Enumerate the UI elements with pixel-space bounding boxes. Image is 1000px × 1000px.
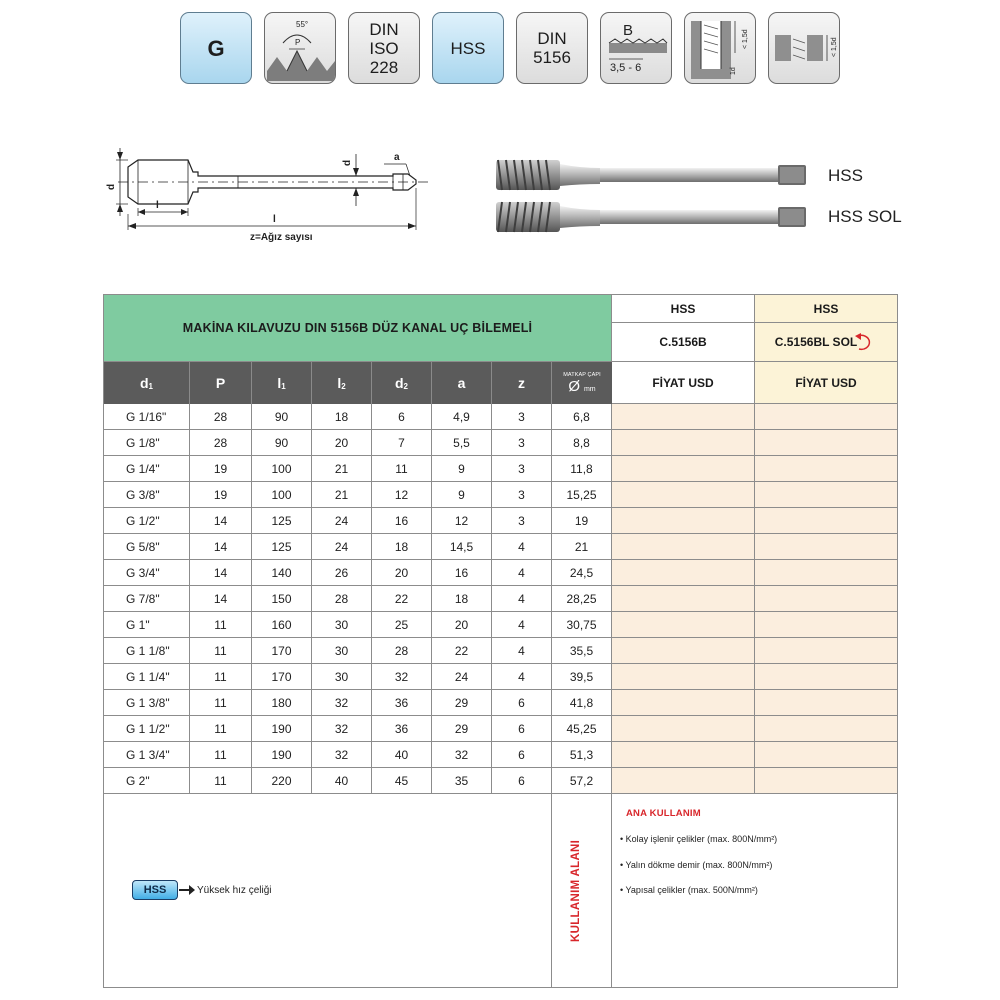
cell-pitch: 11 [190,716,252,741]
table-row [104,768,897,794]
table-row [104,612,897,638]
cell-l2: 32 [312,690,372,715]
cell-a: 4,9 [432,404,492,429]
cell-drill: 35,5 [552,638,612,663]
cell-pitch: 14 [190,586,252,611]
usage-item: • Yalın dökme demir (max. 800N/mm²) [620,860,773,870]
table-row [104,638,897,664]
price-cell-hss-sol [755,664,897,689]
cell-l1: 90 [252,430,312,455]
col-a: a [432,362,492,404]
cell-d2: 25 [372,612,432,637]
price-cell-hss-sol [755,430,897,455]
cell-l1: 100 [252,482,312,507]
drawing-caption: z=Ağız sayısı [250,232,313,243]
cell-a: 29 [432,690,492,715]
drill-unit: mm [583,386,596,393]
cell-pitch: 28 [190,404,252,429]
price-cell-hss-sol [755,534,897,559]
cell-z: 6 [492,716,552,741]
col-l2: l $_2$ [312,362,372,404]
table-row [104,508,897,534]
cell-drill: 19 [552,508,612,533]
din-line: DIN [537,29,567,48]
col-p: P [190,362,252,404]
cell-drill: 24,5 [552,560,612,585]
hss-material-header: HSS [612,295,755,323]
price-cell-hss [612,690,755,715]
cell-l2: 24 [312,534,372,559]
cell-a: 16 [432,560,492,585]
thread-g-icon [180,12,252,84]
cell-drill: 21 [552,534,612,559]
price-cell-hss [612,560,755,585]
cell-l2: 30 [312,612,372,637]
cell-size: G 1/16" [104,404,190,429]
material-hss-icon [432,12,504,84]
price-cell-hss-sol [755,456,897,481]
dim-l1: l [273,214,276,225]
cell-a: 14,5 [432,534,492,559]
table-row [104,430,897,456]
cell-pitch: 14 [190,560,252,585]
cell-size: G 1 1/8" [104,638,190,663]
standard-din-iso-228-icon [348,12,420,84]
cell-pitch: 11 [190,768,252,793]
cell-size: G 1 1/2" [104,716,190,741]
cell-z: 4 [492,612,552,637]
usage-vertical-title: KULLANIM ALANI [570,839,582,942]
drill-diameter-label: MATKAP ÇAPI [563,372,601,378]
price-cell-hss [612,482,755,507]
cell-a: 9 [432,482,492,507]
hss-sol-code-text: C.5156BL SOL [774,335,858,349]
cell-size: G 1/8" [104,430,190,455]
legend-area [104,794,552,987]
cell-a: 12 [432,508,492,533]
cell-l2: 20 [312,430,372,455]
cell-pitch: 11 [190,690,252,715]
cell-size: G 1" [104,612,190,637]
cell-l2: 30 [312,664,372,689]
cell-z: 6 [492,690,552,715]
cell-l1: 170 [252,664,312,689]
chamfer-letter: B [623,22,634,39]
cell-z: 6 [492,768,552,793]
usage-item: • Kolay işlenir çelikler (max. 800N/mm²) [620,834,778,844]
cell-d2: 36 [372,716,432,741]
table-row [104,742,897,768]
icon-strip [180,12,840,84]
cell-d2: 20 [372,560,432,585]
cell-l1: 125 [252,534,312,559]
product-table [103,294,898,988]
col-l1: l $_1$ [252,362,312,404]
price-cell-hss [612,742,755,767]
cell-size: G 5/8" [104,534,190,559]
hss-sol-price-header: FİYAT USD [755,362,897,404]
cell-drill: 57,2 [552,768,612,793]
pitch-text: P [295,38,301,47]
chamfer-b-icon [600,12,672,84]
number-line: 228 [369,57,399,77]
cell-drill: 51,3 [552,742,612,767]
cell-l2: 18 [312,404,372,429]
cell-l1: 190 [252,742,312,767]
price-cell-hss [612,404,755,429]
din-line: DIN [369,19,399,39]
through-depth-label: < 1,5d [831,37,838,57]
price-cell-hss-sol [755,768,897,793]
price-cell-hss-sol [755,404,897,429]
cell-pitch: 11 [190,612,252,637]
cell-d2: 45 [372,768,432,793]
cell-size: G 1 1/4" [104,664,190,689]
cell-a: 18 [432,586,492,611]
photo-label-hss-sol: HSS SOL [828,207,902,226]
cell-size: G 1 3/8" [104,690,190,715]
cell-l2: 40 [312,768,372,793]
cell-l2: 26 [312,560,372,585]
price-cell-hss [612,768,755,793]
cell-z: 3 [492,482,552,507]
thread-profile-55-icon [264,12,336,84]
cell-pitch: 11 [190,664,252,689]
price-cell-hss-sol [755,612,897,637]
cell-pitch: 11 [190,638,252,663]
table-row [104,404,897,430]
cell-a: 35 [432,768,492,793]
angle-text: 55° [296,20,309,29]
dim-d1: d [106,183,117,190]
price-cell-hss [612,430,755,455]
table-row [104,534,897,560]
cell-z: 6 [492,742,552,767]
iso-line: ISO [369,38,399,58]
cell-l1: 90 [252,404,312,429]
hss-code-header: C.5156B [612,323,755,362]
col-d1: d $_1$ [104,362,190,404]
usage-vertical-label-cell [552,794,612,987]
cell-d2: 36 [372,690,432,715]
tap-photos [490,152,810,242]
cell-d2: 12 [372,482,432,507]
cell-l2: 21 [312,456,372,481]
cell-z: 3 [492,404,552,429]
cell-pitch: 28 [190,430,252,455]
diameter-icon: Ø [568,378,581,395]
cell-d2: 18 [372,534,432,559]
price-cell-hss-sol [755,638,897,663]
dim-l2: l [156,200,159,211]
cell-size: G 3/8" [104,482,190,507]
cell-drill: 8,8 [552,430,612,455]
cell-d2: 32 [372,664,432,689]
photo-label-hss: HSS [828,166,863,185]
price-cell-hss-sol [755,586,897,611]
price-cell-hss-sol [755,716,897,741]
price-cell-hss-sol [755,508,897,533]
price-cell-hss-sol [755,482,897,507]
cell-drill: 11,8 [552,456,612,481]
standard-din-5156-icon [516,12,588,84]
table-title: MAKİNA KILAVUZU DIN 5156B DÜZ KANAL UÇ BİLEMELİ [104,295,612,362]
cell-size: G 1/2" [104,508,190,533]
cell-l2: 30 [312,638,372,663]
cell-d2: 6 [372,404,432,429]
cell-l2: 32 [312,742,372,767]
left-hand-rotation-icon [853,332,877,352]
price-cell-hss-sol [755,690,897,715]
usage-title: ANA KULLANIM [626,808,701,819]
price-cell-hss-sol [755,560,897,585]
cell-a: 29 [432,716,492,741]
cell-l1: 100 [252,456,312,481]
cell-d2: 40 [372,742,432,767]
price-cell-hss [612,664,755,689]
cell-a: 20 [432,612,492,637]
cell-drill: 30,75 [552,612,612,637]
cell-l1: 160 [252,612,312,637]
cell-z: 4 [492,560,552,585]
cell-a: 9 [432,456,492,481]
usage-area [612,794,897,987]
price-cell-hss [612,638,755,663]
cell-drill: 45,25 [552,716,612,741]
cell-a: 22 [432,638,492,663]
cell-drill: 39,5 [552,664,612,689]
cell-drill: 28,25 [552,586,612,611]
depth-label: < 1,5d [742,29,749,49]
usage-item: • Yapısal çelikler (max. 500N/mm²) [620,885,758,895]
through-hole-depth-icon [768,12,840,84]
cell-drill: 15,25 [552,482,612,507]
cell-d2: 16 [372,508,432,533]
hss-sol-material-header: HSS [755,295,897,323]
price-cell-hss [612,716,755,741]
cell-d2: 22 [372,586,432,611]
col-drill [552,362,612,404]
col-d2: d $_2$ [372,362,432,404]
price-cell-hss [612,456,755,481]
cell-l2: 28 [312,586,372,611]
cell-pitch: 14 [190,534,252,559]
cell-z: 3 [492,508,552,533]
legend-text: Yüksek hız çeliği [197,884,272,896]
cell-l2: 21 [312,482,372,507]
table-row [104,560,897,586]
blind-hole-depth-icon [684,12,756,84]
dim-a: a [394,152,400,163]
cell-size: G 1 3/4" [104,742,190,767]
cell-size: G 7/8" [104,586,190,611]
dim-d2: d [342,159,353,166]
price-cell-hss [612,586,755,611]
tap-photo-right [496,160,806,190]
cell-z: 3 [492,456,552,481]
cell-z: 4 [492,586,552,611]
cell-z: 4 [492,534,552,559]
legend [132,880,271,900]
cell-l1: 140 [252,560,312,585]
chamfer-range: 3,5 - 6 [610,62,642,74]
cell-l1: 180 [252,690,312,715]
cell-drill: 41,8 [552,690,612,715]
cell-size: G 3/4" [104,560,190,585]
cell-l1: 150 [252,586,312,611]
table-row [104,664,897,690]
cell-d2: 28 [372,638,432,663]
col-z: z [492,362,552,404]
arrow-right-icon [179,889,193,891]
cell-l1: 190 [252,716,312,741]
cell-l1: 170 [252,638,312,663]
cell-l1: 220 [252,768,312,793]
hss-sol-code-header [755,323,897,362]
cell-z: 4 [492,638,552,663]
number-line: 5156 [533,48,571,67]
cell-z: 3 [492,430,552,455]
cell-size: G 1/4" [104,456,190,481]
price-cell-hss [612,534,755,559]
hss-legend-chip: HSS [132,880,178,900]
table-row [104,456,897,482]
table-row [104,716,897,742]
cell-pitch: 14 [190,508,252,533]
cell-a: 24 [432,664,492,689]
cell-a: 32 [432,742,492,767]
price-cell-hss [612,508,755,533]
cell-z: 4 [492,664,552,689]
cell-drill: 6,8 [552,404,612,429]
cell-pitch: 11 [190,742,252,767]
cell-a: 5,5 [432,430,492,455]
price-cell-hss [612,612,755,637]
cell-l1: 125 [252,508,312,533]
price-cell-hss-sol [755,742,897,767]
hss-price-header: FİYAT USD [612,362,755,404]
cell-pitch: 19 [190,456,252,481]
tap-photo-left-hand [496,202,806,232]
table-row [104,586,897,612]
column-header-row [104,362,612,404]
thread-g-label: G [207,35,225,61]
table-row [104,482,897,508]
cell-d2: 11 [372,456,432,481]
cell-l2: 32 [312,716,372,741]
table-row [104,690,897,716]
cell-l2: 24 [312,508,372,533]
cell-d2: 7 [372,430,432,455]
cell-size: G 2" [104,768,190,793]
depth-label-2: 1d [730,67,737,75]
cell-pitch: 19 [190,482,252,507]
hss-label: HSS [450,38,486,58]
